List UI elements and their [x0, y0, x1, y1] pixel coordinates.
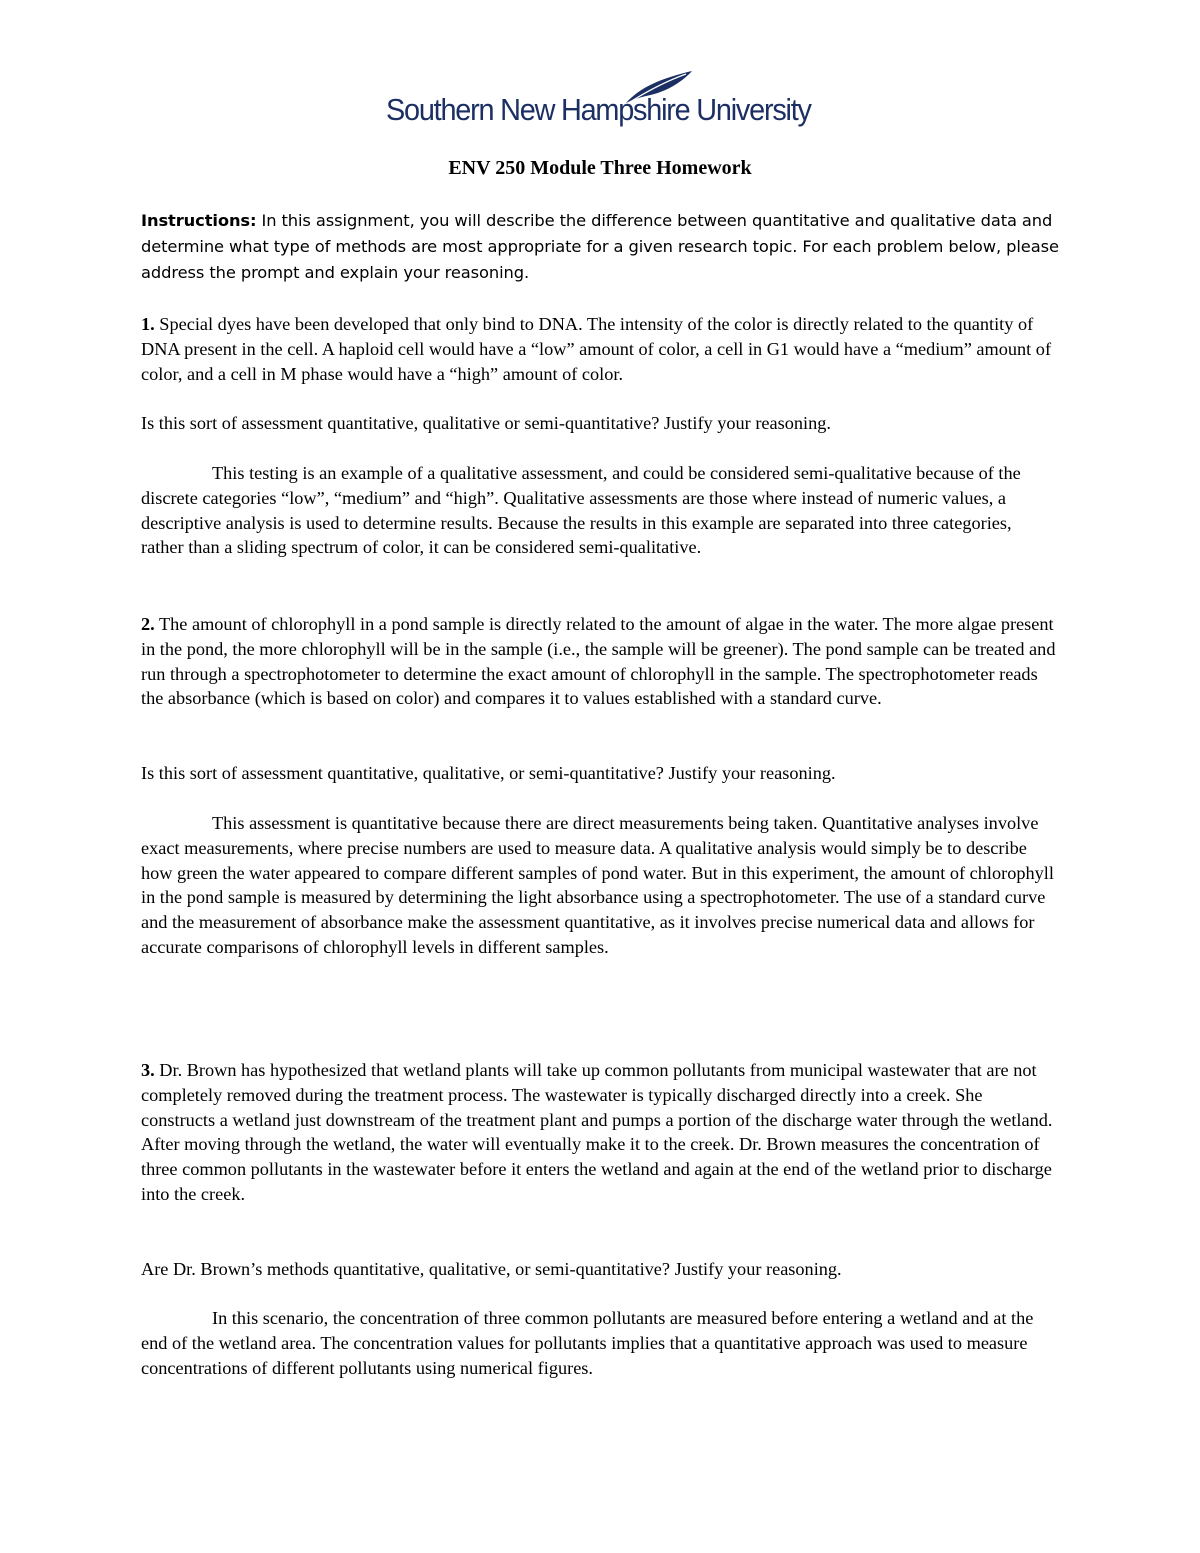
instructions-label: Instructions: [141, 211, 257, 230]
instructions-text: In this assignment, you will describe the difference between quantitative and qualitative data and determine what type of methods are most appropriate for a given research topic. For each problem below, please address the prompt and explain your reasoning. [141, 211, 1059, 282]
question-2-number: 2. [141, 614, 155, 634]
question-1-number: 1. [141, 314, 155, 334]
question-2-answer: This assessment is quantitative because there are direct measurements being taken. Quantitative analyses involve exact measurements, where precise numbers are used to measure data. A qualitative analysis would simply be to describe how green the water appeared to compare different samples of pond water. But in this experiment, the amount of chlorophyll in the pond sample is measured by determining the light absorbance using a spectrophotometer. The use of a standard curve and the measurement of absorbance make the assessment quantitative, as it involves precise numerical data and allows for accurate comparisons of chlorophyll levels in different samples. [141, 813, 1054, 957]
page-title: ENV 250 Module Three Homework [448, 157, 752, 179]
question-3-question: Are Dr. Brown’s methods quantitative, qualitative, or semi-quantitative? Justify your reasoning. [141, 1259, 842, 1279]
question-3-answer: In this scenario, the concentration of three common pollutants are measured before entering a wetland and at the end of the wetland area. The concentration values for pollutants implies that a quantitative approach was used to measure concentrations of different pollutants using numerical figures. [141, 1308, 1034, 1378]
question-1-answer: This testing is an example of a qualitative assessment, and could be considered semi-qualitative because of the discrete categories “low”, “medium” and “high”. Qualitative assessments are those where instead of numeric values, a descriptive analysis is used to determine results. Because the results in this example are separated into three categories, rather than a sliding spectrum of color, it can be considered semi-qualitative. [141, 463, 1021, 558]
university-logo [386, 70, 816, 136]
question-3-prompt: 3. Dr. Brown has hypothesized that wetland plants will take up common pollutants from municipal wastewater that are not completely removed during the treatment process. The wastewater is typically discharged directly into a creek. She constructs a wetland just downstream of the treatment plant and pumps a portion of the discharge water through the wetland. After moving through the wetland, the water will eventually make it to the creek. Dr. Brown measures the concentration of three common pollutants in the wastewater before it enters the wetland and again at the end of the wetland prior to discharge into the creek. [141, 1060, 1053, 1204]
question-1-question: Is this sort of assessment quantitative, qualitative or semi-quantitative? Justify your reasoning. [141, 413, 831, 433]
question-1-prompt: 1. Special dyes have been developed that only bind to DNA. The intensity of the color is directly related to the quantity of DNA present in the cell. A haploid cell would have a “low” amount of color, a cell in G1 would have a “medium” amount of color, and a cell in M phase would have a “high” amount of color. [141, 314, 1052, 384]
question-2-prompt: 2. The amount of chlorophyll in a pond sample is directly related to the amount of algae in the water. The more algae present in the pond, the more chlorophyll will be in the sample (i.e., the sample will be greener). The pond sample can be treated and run through a spectrophotometer to determine the exact amount of chlorophyll in the sample. The spectrophotometer reads the absorbance (which is based on color) and compares it to values established with a standard curve. [141, 614, 1056, 709]
logo-wordmark: Southern New Hampshire University [386, 92, 811, 127]
question-3-number: 3. [141, 1060, 155, 1080]
instructions-paragraph [141, 208, 1061, 286]
question-2-question: Is this sort of assessment quantitative, qualitative, or semi-quantitative? Justify your reasoning. [141, 763, 836, 783]
